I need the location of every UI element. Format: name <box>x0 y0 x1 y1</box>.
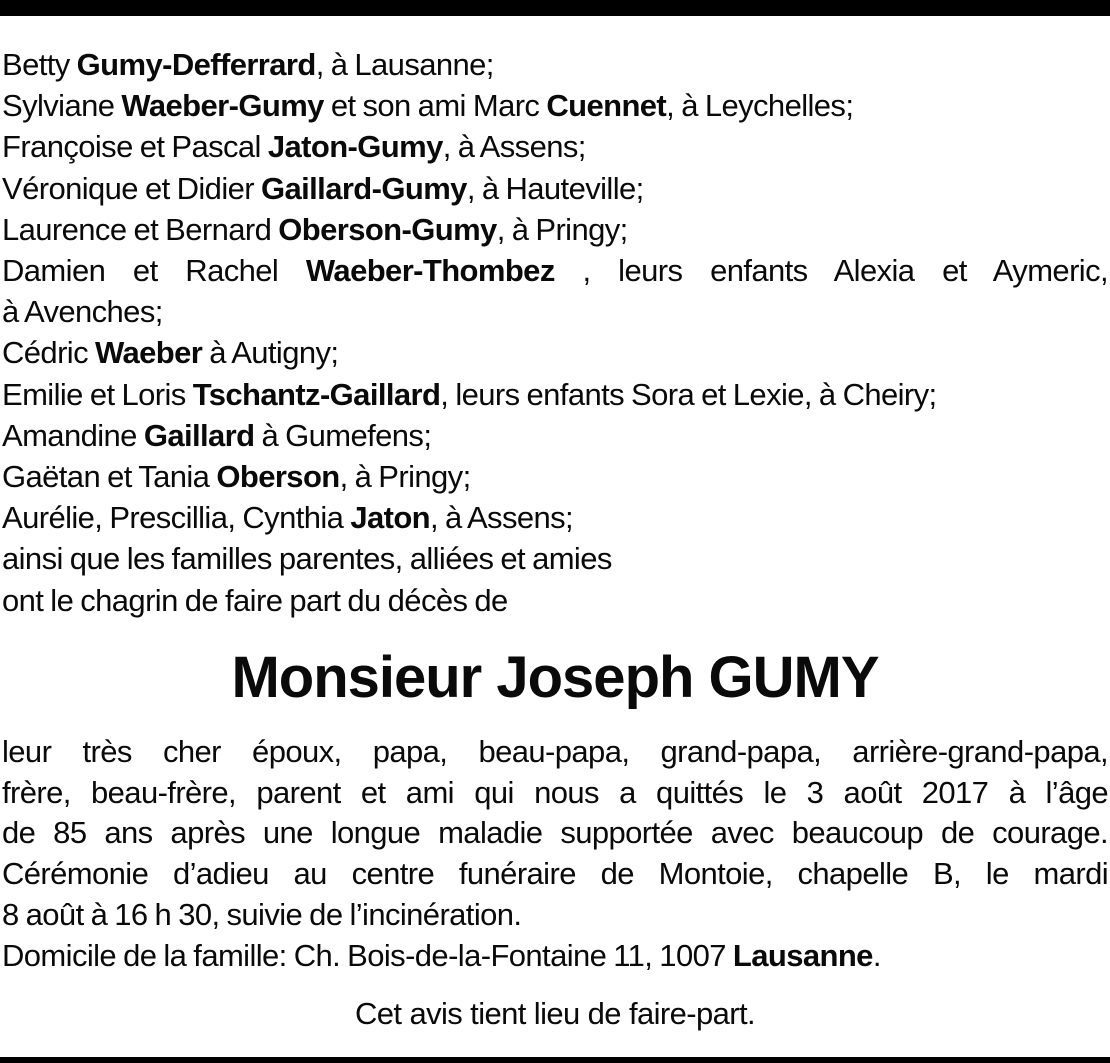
family-line: Laurence et Bernard Oberson-Gumy, à Pringy; <box>2 211 628 247</box>
deceased-name-heading: Monsieur Joseph GUMY <box>231 645 879 710</box>
family-line: Betty Gumy-Defferrard, à Lausanne; <box>2 47 494 82</box>
family-line: Aurélie, Prescillia, Cynthia Jaton, à Assens; <box>2 500 574 536</box>
closing-note: Cet avis tient lieu de faire-part. <box>354 996 756 1031</box>
notice-body <box>2 732 1108 976</box>
family-list <box>2 44 1108 621</box>
family-line: Françoise et Pascal Jaton-Gumy, à Assens; <box>2 129 586 165</box>
family-name: Tschantz-Gaillard <box>192 376 441 412</box>
body-line: leur très cher époux, papa, beau-papa, grand-papa, arrière-grand-papa, <box>2 734 1108 769</box>
family-name: Gaillard-Gumy <box>261 170 467 206</box>
family-name: Oberson-Gumy <box>278 211 497 247</box>
family-name: Waeber-Gumy <box>121 88 324 124</box>
family-line: Cédric Waeber à Autigny; <box>2 335 339 371</box>
body-line: 8 août à 16 h 30, suivie de l’incinération. <box>2 896 522 932</box>
family-line: Amandine Gaillard à Gumefens; <box>2 417 432 453</box>
family-line: Damien et Rachel Waeber-Thombez , leurs enfants Alexia et Aymeric, <box>2 253 1108 289</box>
body-line: frère, beau-frère, parent et ami qui nous a quittés le 3 août 2017 à l’âge <box>2 774 1108 810</box>
family-name: Jaton-Gumy <box>267 129 443 165</box>
family-name: Gaillard <box>143 417 255 453</box>
family-name: Waeber <box>95 335 203 371</box>
family-name: Oberson <box>216 459 340 495</box>
body-line: Cérémonie d’adieu au centre funéraire de Montoie, chapelle B, le mardi <box>2 856 1108 892</box>
family-line: Sylviane Waeber-Gumy et son ami Marc Cuennet, à Leychelles; <box>2 88 854 124</box>
family-name: Waeber-Thombez <box>305 253 555 289</box>
family-line: Gaëtan et Tania Oberson, à Pringy; <box>2 459 471 495</box>
family-line: ont le chagrin de faire part du décès de <box>2 582 508 618</box>
family-line: à Avenches; <box>2 294 163 330</box>
family-name: Jaton <box>350 500 430 536</box>
body-line: de 85 ans après une longue maladie supportée avec beaucoup de courage. <box>2 815 1108 851</box>
bottom-rule <box>0 1057 1110 1063</box>
family-line: Emilie et Loris Tschantz-Gaillard, leurs enfants Sora et Lexie, à Cheiry; <box>2 376 937 412</box>
family-line: ainsi que les familles parentes, alliées et amies <box>2 541 612 577</box>
family-name: Gumy-Defferrard <box>76 47 316 82</box>
top-rule <box>0 0 1110 16</box>
domicile-line: Domicile de la famille: Ch. Bois-de-la-Fontaine 11, 1007 Lausanne. <box>2 937 881 973</box>
domicile-city: Lausanne <box>732 937 873 973</box>
family-name: Cuennet <box>546 88 667 124</box>
family-line: Véronique et Didier Gaillard-Gumy, à Hauteville; <box>2 170 644 206</box>
